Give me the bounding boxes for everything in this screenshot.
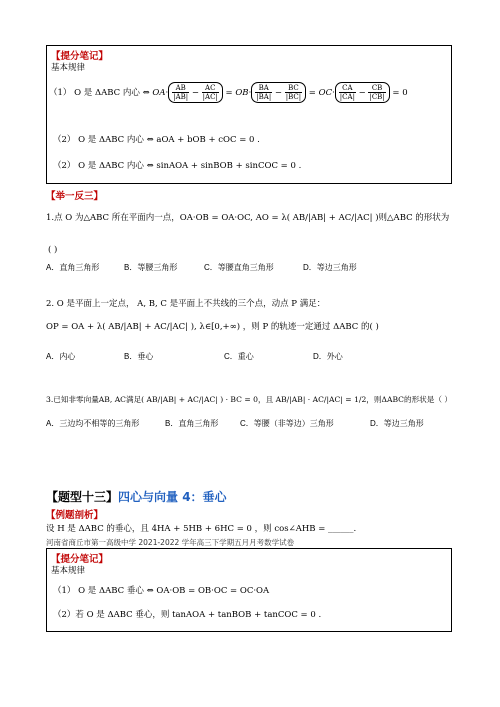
example-source: 河南省商丘市第一高级中学 2021-2022 学年高三下学期五月月考数学试卷	[46, 538, 295, 547]
q3-option-d: D．等边三角形	[370, 419, 424, 428]
question-3: 3.已知非零向量AB, AC满足( AB/|AB| + AC/|AC| ) · BC = 0，且 AB/|AB| · AC/|AC| = 1/2，则ΔABC的形状是（ ）	[46, 395, 452, 404]
incenter-rule-2: （2） O 是 ΔABC 内心 ⇔ aOA + bOB + cOC = 0 .	[53, 135, 260, 145]
tip-box-orthocenter	[46, 548, 452, 632]
incenter-rule-1: （1） O 是 ΔABC 内心 ⇔ OA· $\frac{AB}{|AB|}$ − $\frac{AC}{|AC|}$ = OB· $\frac{BA}{|BA|}$ − $\frac{BC}{|BC|}$ = OC· $\frac{CA}{|CA|}$ − $\frac{CB}{|CB|}$ = 0	[49, 84, 408, 101]
q3-option-a: A．三边均不相等的三角形	[46, 419, 140, 428]
tip-box-2-subtitle: 基本规律	[51, 565, 86, 575]
q2-option-d: D．外心	[313, 352, 343, 361]
heading-title: 四心与向量 4：垂心	[118, 490, 227, 504]
tip-box-title: 【提分笔记】	[51, 51, 109, 62]
q2-option-c: C．重心	[224, 352, 254, 361]
question-2-line-2: OP = OA + λ( AB/|AB| + AC/|AC| ), λ∈[0,+∞) ，则 P 的轨迹一定通过 ΔABC 的( )	[46, 322, 379, 332]
q3-option-b: B．直角三角形	[165, 419, 219, 428]
q3-option-c: C．等腰（非等边）三角形	[240, 419, 334, 428]
section-tag-practice: 【举一反三】	[46, 191, 104, 202]
q1-option-c: C．等腰直角三角形	[204, 263, 274, 272]
incenter-rule-3: （2） O 是 ΔABC 内心 ⇔ sinAOA + sinBOB + sinCOC = 0 .	[53, 161, 302, 171]
q1-option-d: D．等边三角形	[303, 263, 357, 272]
rule-1-text: （1） O 是 ΔABC 内心 ⇔	[49, 88, 150, 98]
heading-bracket: 【题型十三】	[46, 490, 119, 504]
tip-box-subtitle: 基本规律	[51, 62, 86, 72]
orthocenter-rule-1: （1） O 是 ΔABC 垂心 ⇔ OA·OB = OB·OC = OC·OA	[53, 586, 270, 596]
question-2-line-1: 2. O 是平面上一定点， A, B, C 是平面上不共线的三个点，动点 P 满足：	[46, 299, 326, 309]
question-1-text: 1.点 O 为△ABC 所在平面内一点，OA·OB = OA·OC, AO = λ( AB/|AB| + AC/|AC| )则△ABC 的形状为	[46, 213, 450, 223]
orthocenter-rule-2: （2）若 O 是 ΔABC 垂心，则 tanAOA + tanBOB + tanCOC = 0 .	[53, 610, 322, 620]
section-heading	[46, 488, 227, 505]
question-1	[46, 212, 456, 224]
tip-box-incenter	[46, 45, 452, 184]
q2-option-a: A．内心	[46, 352, 76, 361]
example-tag: 【例题剖析】	[46, 510, 104, 521]
q1-option-b: B．等腰三角形	[124, 263, 178, 272]
example-problem: 设 H 是 ΔABC 的垂心，且 4HA + 5HB + 6HC = 0 ，则 cos∠AHB = ______.	[46, 524, 357, 534]
q1-option-a: A．直角三角形	[46, 263, 100, 272]
q2-option-b: B．垂心	[124, 352, 154, 361]
tip-box-2-title: 【提分笔记】	[51, 554, 109, 565]
question-1-paren: ( )	[48, 245, 58, 255]
